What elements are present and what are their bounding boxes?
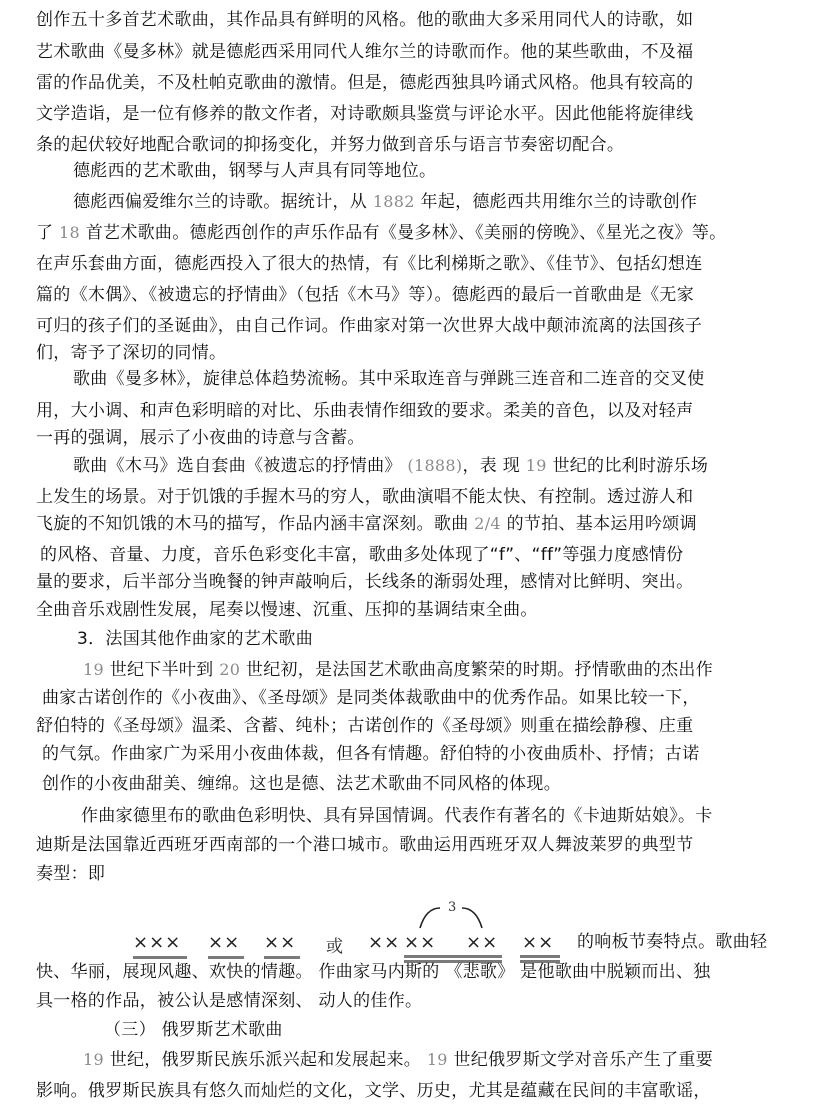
text-line: 舒伯特的《圣母颂》温柔、含蓄、纯朴；古诺创作的《圣母颂》则重在描绘静穆、庄重 bbox=[36, 716, 694, 736]
text-line: 了 18 首艺术歌曲。德彪西创作的声乐作品有《曼多林》、《美丽的傍晚》、《星光之夜》等。 bbox=[36, 223, 727, 243]
text-line: 全曲音乐戏剧性发展，尾奏以慢速、沉重、压抑的基调结束全曲。 bbox=[36, 600, 538, 620]
text-line: 德彪西偏爱维尔兰的诗歌。据统计，从 1882 年起，德彪西共用维尔兰的诗歌创作 bbox=[73, 192, 698, 212]
rhythm-beam bbox=[133, 956, 187, 959]
text-line: 可归的孩子们的圣诞曲》，由自己作词。作曲家对第一次世界大战中颠沛流离的法国孩子 bbox=[36, 316, 703, 336]
rhythm-group: ×× bbox=[264, 932, 297, 953]
text-line: 上发生的场景。对于饥饿的手握木马的穷人，歌曲演唱不能太快、有控制。透过游人和 bbox=[36, 487, 694, 507]
text-line: 曲家古诺创作的《小夜曲》、《圣母颂》是同类体裁歌曲中的优秀作品。如果比较一下， bbox=[42, 688, 700, 708]
rhythm-beam bbox=[264, 956, 300, 959]
rhythm-group: ×× bbox=[466, 932, 499, 953]
rhythm-group: ××× bbox=[133, 932, 182, 953]
text-line: 具一格的作品，被公认是感情深刻、 动人的佳作。 bbox=[36, 991, 423, 1011]
rhythm-beam bbox=[208, 956, 244, 959]
text-line: 篇的《木偶》、《被遗忘的抒情曲》（包括《木马》等）。德彪西的最后一首歌曲是《无家 bbox=[36, 285, 694, 305]
text-line: 在声乐套曲方面，德彪西投入了很大的热情，有《比利梯斯之歌》、《佳节》、包括幻想连 bbox=[36, 254, 703, 274]
text-line: 艺术歌曲《曼多林》就是德彪西采用同代人维尔兰的诗歌而作。他的某些歌曲，不及福 bbox=[36, 42, 694, 62]
text-line: 一再的强调，展示了小夜曲的诗意与含蓄。 bbox=[36, 428, 365, 448]
text-line: 的风格、音量、力度，音乐色彩变化丰富，歌曲多处体现了“f”、“ff”等强力度感情份 bbox=[40, 545, 684, 565]
text-line: 的响板节奏特点。歌曲轻 bbox=[577, 932, 768, 952]
text-line: 条的起伏较好地配合歌词的抑扬变化，并努力做到音乐与语言节奏密切配合。 bbox=[36, 135, 625, 155]
text-line: 创作的小夜曲甜美、缠绵。这也是德、法艺术歌曲不同风格的体现。 bbox=[42, 774, 561, 794]
text-line: 歌曲《曼多林》，旋律总体趋势流畅。其中采取连音与弹跳三连音和二连音的交叉使 bbox=[73, 369, 705, 389]
text-line: 作曲家德里布的歌曲色彩明快、具有异国情调。代表作有著名的《卡迪斯姑娘》。卡 bbox=[81, 806, 713, 826]
section-heading: （三） 俄罗斯艺术歌曲 bbox=[104, 1020, 283, 1040]
text-line: 文学造诣，是一位有修养的散文作者，对诗歌颇具鉴赏与评论水平。因此他能将旋律线 bbox=[36, 104, 694, 124]
rhythm-group: ×× bbox=[522, 932, 555, 953]
rhythm-group: ×× bbox=[208, 932, 241, 953]
rhythm-beam bbox=[520, 955, 560, 958]
text-line: 德彪西的艺术歌曲，钢琴与人声具有同等地位。 bbox=[73, 161, 437, 181]
triplet-number: 3 bbox=[448, 900, 457, 915]
text-line: 歌曲《木马》选自套曲《被遗忘的抒情曲》 (1888)，表 现 19 世纪的比利时游乐场 bbox=[73, 456, 709, 476]
text-line: 用，大小调、和声色彩明暗的对比、乐曲表情作细致的要求。柔美的音色，以及对轻声 bbox=[36, 401, 694, 421]
text-line: 雷的作品优美，不及杜帕克歌曲的激情。但是，德彪西独具吟诵式风格。他具有较高的 bbox=[36, 73, 694, 93]
text-line: 量的要求，后半部分当晚餐的钟声敲响后，长线条的渐弱处理，感情对比鲜明、突出。 bbox=[36, 572, 694, 592]
rhythm-group: ×× bbox=[404, 932, 437, 953]
rhythm-beam bbox=[404, 955, 502, 958]
rhythm-or: 或 bbox=[326, 937, 344, 957]
rhythm-group: ×× bbox=[368, 932, 401, 953]
section-heading: 3．法国其他作曲家的艺术歌曲 bbox=[77, 629, 314, 649]
text-line: 们，寄予了深切的同情。 bbox=[36, 343, 227, 363]
text-line: 快、华丽，展现风趣、欢快的情趣。 作曲家马内斯的 《悲歌》 是他歌曲中脱颖而出、独 bbox=[36, 962, 711, 982]
text-line: 的气氛。作曲家广为采用小夜曲体裁，但各有情趣。舒伯特的小夜曲质朴、抒情；古诺 bbox=[42, 744, 700, 764]
text-line: 飞旋的不知饥饿的木马的描写，作品内涵丰富深刻。歌曲 2/4 的节拍、基本运用吟颂调 bbox=[36, 514, 697, 534]
text-line: 奏型：即 bbox=[36, 864, 106, 884]
text-line: 19 世纪，俄罗斯民族乐派兴起和发展起来。 19 世纪俄罗斯文学对音乐产生了重要 bbox=[83, 1050, 713, 1070]
text-line: 影响。俄罗斯民族具有悠久而灿烂的文化，文学、历史，尤其是蕴藏在民间的丰富歌谣， bbox=[36, 1081, 711, 1101]
text-line: 创作五十多首艺术歌曲，其作品具有鲜明的风格。他的歌曲大多采用同代人的诗歌，如 bbox=[36, 10, 694, 30]
text-line: 19 世纪下半叶到 20 世纪初，是法国艺术歌曲高度繁荣的时期。抒情歌曲的杰出作 bbox=[83, 660, 714, 680]
text-line: 迪斯是法国靠近西班牙西南部的一个港口城市。歌曲运用西班牙双人舞波莱罗的典型节 bbox=[36, 835, 694, 855]
